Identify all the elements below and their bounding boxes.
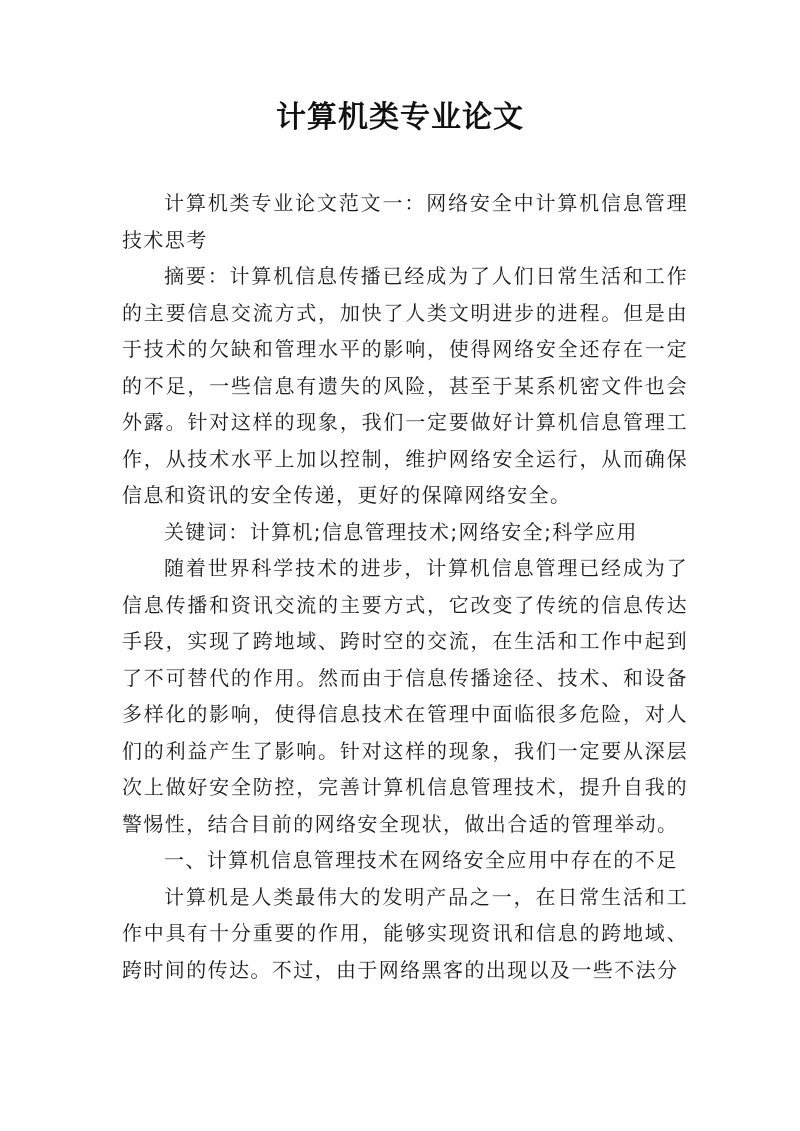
paragraph-heading-sample-one: 计算机类专业论文范文一：网络安全中计算机信息管理技术思考	[122, 191, 688, 252]
paragraph-section-one-body: 计算机是人类最伟大的发明产品之一，在日常生活和工作中具有十分重要的作用，能够实现资讯和信息的跨地域、跨时间的传达。不过，由于网络黑客的出现以及一些不法分	[122, 884, 688, 982]
document-title: 计算机类专业论文	[276, 100, 524, 135]
paragraph-introduction: 随着世界科学技术的进步，计算机信息管理已经成为了信息传播和资讯交流的主要方式，它改变了传统的信息传达手段，实现了跨地域、跨时空的交流，在生活和工作中起到了不可替代的作用。然而由于信息传播途径、技术、和设备多样化的影响，使得信息技术在管理中面临很多危险，对人们的利益产生了影响。针对这样的现象，我们一定要从深层次上做好安全防控，完善计算机信息管理技术，提升自我的警惕性，结合目前的网络安全现状，做出合适的管理举动。	[122, 556, 688, 836]
paragraph-abstract: 摘要：计算机信息传播已经成为了人们日常生活和工作的主要信息交流方式，加快了人类文明进步的进程。但是由于技术的欠缺和管理水平的影响，使得网络安全还存在一定的不足，一些信息有遗失的风险，甚至于某系机密文件也会外露。针对这样的现象，我们一定要做好计算机信息管理工作，从技术水平上加以控制，维护网络安全运行，从而确保信息和资讯的安全传递，更好的保障网络安全。	[122, 264, 688, 507]
paragraph-section-heading-one: 一、计算机信息管理技术在网络安全应用中存在的不足	[164, 848, 678, 872]
paragraph-keywords: 关键词：计算机;信息管理技术;网络安全;科学应用	[164, 519, 638, 544]
document-body	[122, 185, 688, 988]
